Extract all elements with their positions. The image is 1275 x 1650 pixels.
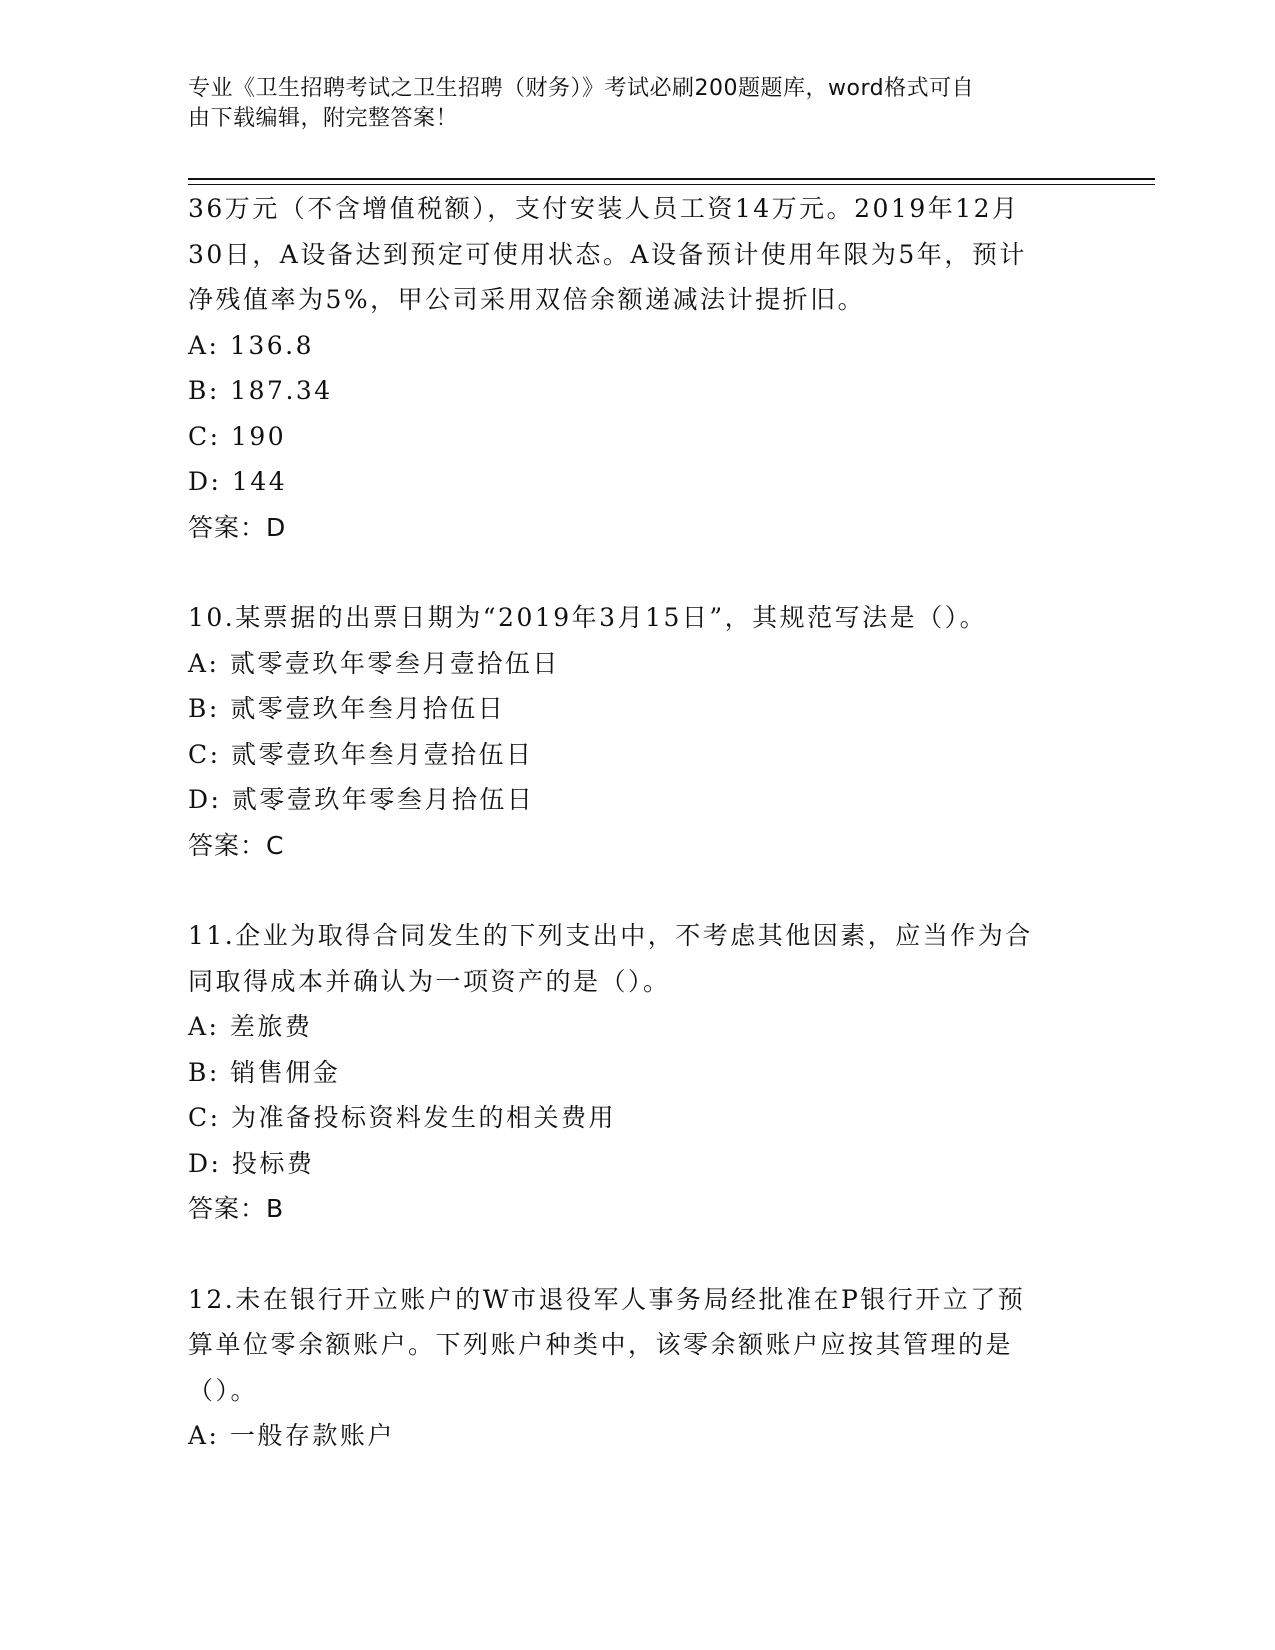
question-text-line: 同取得成本并确认为一项资产的是（）。: [188, 966, 671, 996]
option-b: B: 销售佣金: [188, 1057, 341, 1087]
question-text-line: 算单位零余额账户。下列账户种类中，该零余额账户应按其管理的是: [188, 1330, 1014, 1359]
option-c: C: 为准备投标资料发生的相关费用: [188, 1103, 616, 1132]
answer-line: 答案：C: [188, 830, 285, 860]
header-divider-thin: [188, 184, 1155, 185]
document-header: [188, 74, 1068, 134]
option-b: B: 187.34: [188, 376, 333, 405]
question-text-line: 36万元（不含增值税额），支付安装人员工资14万元。2019年12月: [188, 194, 1020, 223]
option-a: A: 贰零壹玖年零叁月壹拾伍日: [188, 648, 560, 678]
question-9-continued: [188, 186, 1088, 550]
option-b: B: 贰零壹玖年叁月拾伍日: [188, 694, 506, 723]
option-d: D: 贰零壹玖年零叁月拾伍日: [188, 785, 535, 814]
option-d: D: 投标费: [188, 1148, 315, 1178]
question-10: [188, 595, 1088, 868]
document-body: [188, 186, 1088, 1459]
header-divider: [188, 178, 1155, 180]
question-text-line: 12.未在银行开立账户的W市退役军人事务局经批准在P银行开立了预: [188, 1284, 1026, 1314]
header-line-2: 由下载编辑，附完整答案！: [188, 106, 459, 131]
question-text-line: 11.企业为取得合同发生的下列支出中，不考虑其他因素，应当作为合: [188, 921, 1033, 950]
question-11: [188, 913, 1088, 1232]
question-text-line: 30日，A设备达到预定可使用状态。A设备预计使用年限为5年，预计: [188, 239, 1027, 269]
question-text-line: 净残值率为5%，甲公司采用双倍余额递减法计提折旧。: [188, 285, 866, 314]
question-text-line: 10.某票据的出票日期为“2019年3月15日”，其规范写法是（）。: [188, 603, 988, 632]
header-line-1: 专业《卫生招聘考试之卫生招聘（财务）》考试必刷200题题库，word格式可自: [188, 76, 975, 101]
question-12: [188, 1277, 1088, 1459]
option-d: D: 144: [188, 467, 288, 496]
question-text-line: （）。: [188, 1375, 259, 1405]
option-a: A: 一般存款账户: [188, 1421, 395, 1450]
answer-line: 答案：D: [188, 512, 287, 542]
option-a: A: 差旅费: [188, 1012, 313, 1041]
option-c: C: 190: [188, 421, 287, 451]
option-a: A: 136.8: [188, 330, 314, 360]
answer-line: 答案：B: [188, 1194, 285, 1223]
option-c: C: 贰零壹玖年叁月壹拾伍日: [188, 739, 534, 769]
